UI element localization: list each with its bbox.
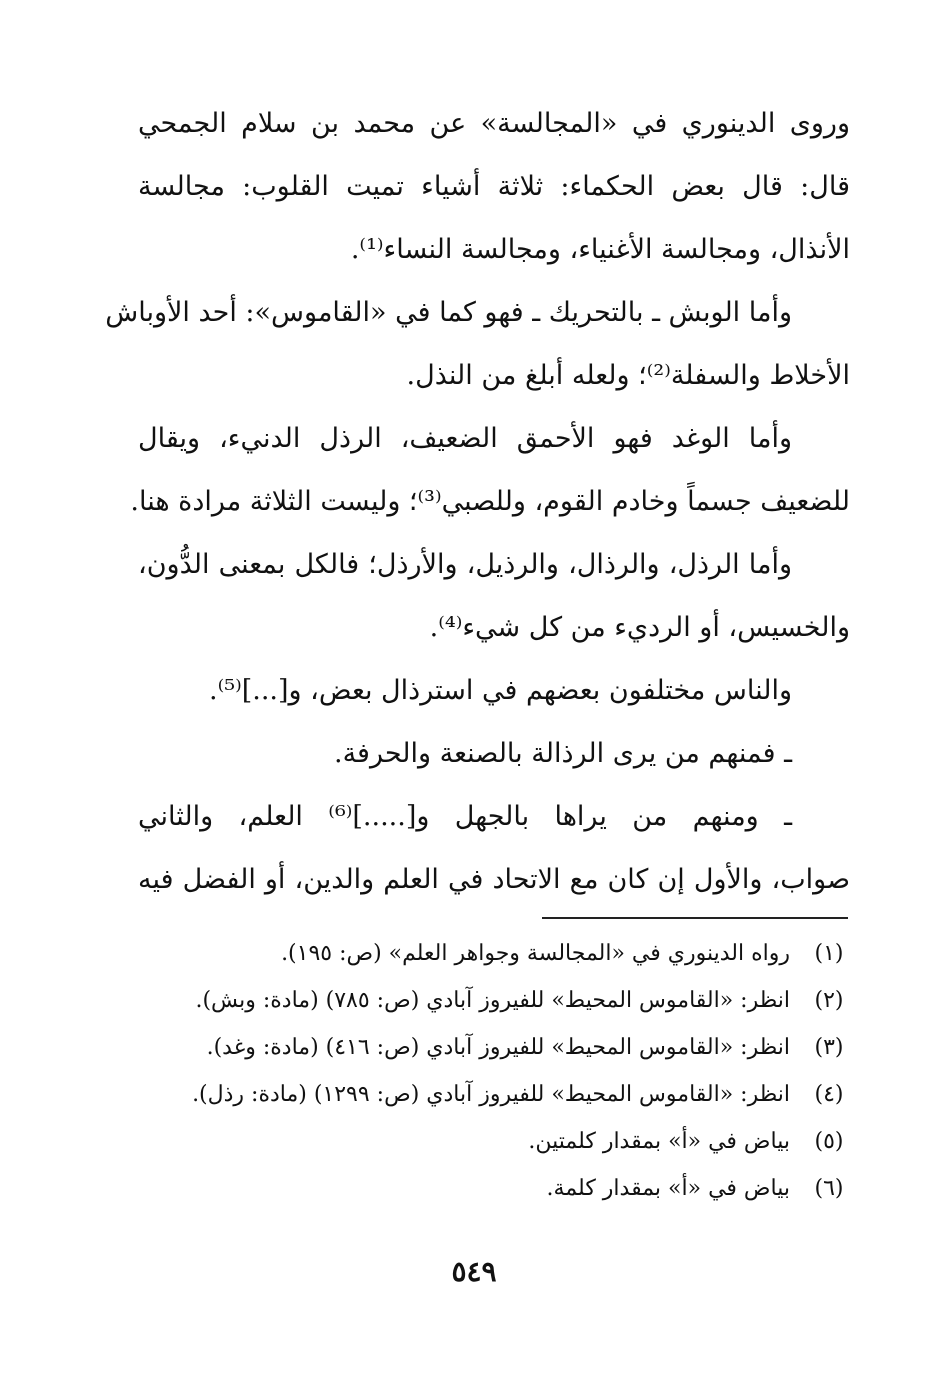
text-line: الأنذال، ومجالسة الأغنياء، ومجالسة النساء⁽¹⁾.: [350, 234, 850, 265]
footnote: [120, 977, 850, 1024]
text-line: قال: قال بعض الحكماء: ثلاثة أشياء تميت القلوب: مجالسة: [138, 171, 850, 202]
footnote-divider: [542, 917, 848, 919]
text-line: وروى الدينوري في «المجالسة» عن محمد بن سلام الجمحي: [138, 108, 850, 139]
text-line: وأما الوغد فهو الأحمق الضعيف، الرذل الدنيء، ويقال: [138, 423, 792, 454]
footnote: [120, 1118, 850, 1165]
footnote: [120, 1024, 850, 1071]
footnote-text: انظر: «القاموس المحيط» للفيروز آبادي (ص: ٤١٦) (مادة: وغد).: [206, 1035, 790, 1060]
footnote-text: انظر: «القاموس المحيط» للفيروز آبادي (ص: ٧٨٥) (مادة: وبش).: [195, 988, 790, 1013]
footnote-text: بياض في «أ» بمقدار كلمتين.: [528, 1129, 790, 1154]
footnote-text: بياض في «أ» بمقدار كلمة.: [546, 1176, 790, 1201]
footnote-text: رواه الدينوري في «المجالسة وجواهر العلم» (ص: ١٩٥).: [281, 941, 790, 966]
footnote-number: (٢): [814, 988, 844, 1013]
text-line: للضعيف جسماً وخادم القوم، وللصبي⁽³⁾؛ وليست الثلاثة مرادة هنا.: [130, 486, 850, 517]
text-line: وأما الرذل، والرذال، والرذيل، والأرذل؛ فالكل بمعنى الدُّون،: [138, 549, 792, 580]
footnote: [120, 1071, 850, 1118]
text-line: والناس مختلفون بعضهم في استرذال بعض، و[...]⁽⁵⁾.: [209, 675, 792, 706]
footnote-number: (٥): [814, 1129, 844, 1154]
page-number: ٥٤٩: [451, 1255, 497, 1288]
footnote-number: (١): [814, 941, 844, 966]
footnote-number: (٤): [814, 1082, 844, 1107]
text-line: ـ فمنهم من يرى الرذالة بالصنعة والحرفة.: [334, 738, 792, 769]
footnote-number: (٣): [814, 1035, 844, 1060]
footnote-number: (٦): [814, 1176, 844, 1201]
text-line: الأخلاط والسفلة⁽²⁾؛ ولعله أبلغ من النذل.: [406, 360, 850, 391]
text-line: والخسيس، أو الرديء من كل شيء⁽⁴⁾.: [429, 612, 850, 643]
text-line: صواب، والأول إن كان مع الاتحاد في العلم والدين، أو الفضل فيه: [138, 864, 850, 895]
footnotes: [120, 930, 850, 1212]
footnote: [120, 1165, 850, 1212]
main-text: [105, 92, 850, 911]
text-line: ـ ومنهم من يراها بالجهل و[.....]⁽⁶⁾ العلم، والثاني: [138, 801, 792, 832]
footnote: [120, 930, 850, 977]
footnote-text: انظر: «القاموس المحيط» للفيروز آبادي (ص: ١٢٩٩) (مادة: رذل).: [192, 1082, 790, 1107]
text-line: وأما الوبش ـ بالتحريك ـ فهو كما في «القاموس»: أحد الأوباش: [105, 297, 792, 328]
